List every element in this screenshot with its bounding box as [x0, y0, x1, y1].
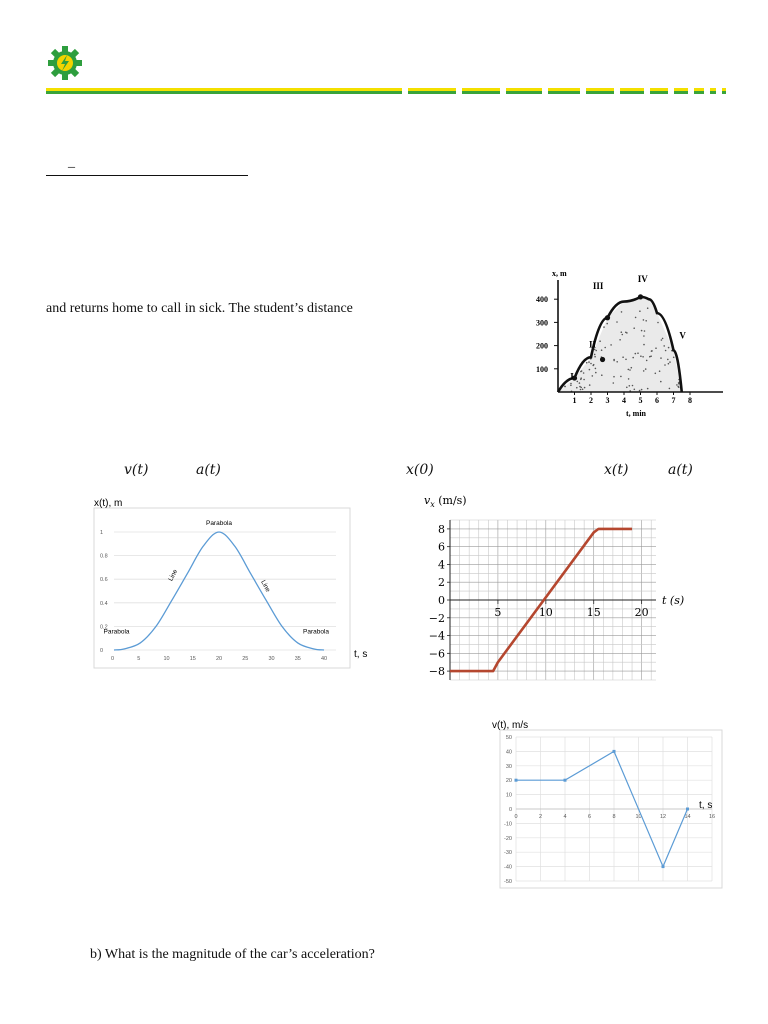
data-point	[662, 865, 665, 868]
shading-speck	[645, 368, 647, 370]
shading-speck	[601, 349, 603, 351]
y-axis-label: x(t), m	[94, 498, 123, 509]
x-tick-label: 5	[494, 606, 502, 619]
y-tick-label: 0	[100, 648, 104, 654]
prompt-xt: x(t)	[604, 462, 629, 478]
segment-label: I	[570, 371, 574, 382]
curve-annotation: Line	[167, 568, 180, 583]
x-tick-label: 10	[163, 656, 170, 662]
x-tick-label: 0	[111, 656, 115, 662]
prompt-vt: v(t)	[124, 462, 149, 478]
x-tick-label: 5	[137, 656, 141, 662]
y-tick-label: −8	[428, 665, 445, 679]
shading-speck	[599, 340, 601, 342]
logo	[46, 44, 84, 82]
shading-speck	[633, 327, 635, 329]
y-axis-label: $v_x$ (m/s)	[424, 494, 467, 509]
data-point	[564, 779, 567, 782]
shading-speck	[640, 355, 642, 357]
shading-speck	[637, 352, 639, 354]
x-tick-label: 16	[708, 814, 716, 820]
shading-speck	[632, 357, 634, 359]
y-tick-label: -20	[504, 835, 512, 842]
shading-speck	[642, 356, 644, 358]
shading-speck	[628, 369, 630, 371]
shading-speck	[643, 344, 645, 346]
gear-lightning-icon	[46, 44, 84, 82]
y-tick-label: 200	[536, 341, 548, 351]
shading-speck	[635, 317, 637, 319]
y-tick-label: 40	[505, 749, 512, 756]
shading-speck	[665, 350, 667, 352]
data-point	[515, 779, 518, 782]
heading-underline	[46, 175, 248, 176]
y-tick-label: 100	[536, 364, 548, 374]
y-tick-label: 0.8	[100, 553, 108, 560]
x-tick-label: 1	[572, 396, 577, 405]
x-tick-label: 8	[688, 396, 692, 405]
shading-speck	[655, 373, 657, 375]
shading-speck	[590, 363, 592, 365]
x-tick-label: 4	[622, 396, 626, 405]
x-tick-label: 35	[294, 656, 301, 662]
shading-speck	[676, 384, 678, 386]
shading-speck	[663, 345, 665, 347]
shading-speck	[570, 385, 572, 387]
shading-speck	[660, 357, 662, 359]
shading-speck	[660, 381, 662, 383]
shading-speck	[625, 359, 627, 361]
shading-speck	[586, 362, 588, 364]
shading-speck	[604, 347, 606, 349]
shading-speck	[659, 370, 661, 372]
shading-speck	[667, 359, 669, 361]
shading-speck	[622, 356, 624, 358]
shading-speck	[639, 390, 641, 392]
shading-speck	[619, 339, 621, 341]
x-tick-label: 20	[216, 656, 223, 662]
segment-label: IV	[637, 273, 648, 284]
y-tick-label: 300	[536, 318, 548, 328]
shading-speck	[662, 338, 664, 340]
shading-speck	[634, 389, 636, 391]
question-b: b) What is the magnitude of the car’s acceleration?	[90, 947, 375, 962]
y-tick-label: 1	[100, 530, 104, 536]
shading-speck	[589, 384, 591, 386]
y-axis-label: x, m	[552, 269, 567, 278]
shading-speck	[577, 381, 579, 383]
shading-speck	[645, 320, 647, 322]
velocity-time-chart	[488, 716, 726, 890]
shading-speck	[579, 382, 581, 384]
curve-annotation: Line	[259, 579, 272, 594]
shading-speck	[647, 388, 649, 390]
shading-speck	[646, 360, 648, 362]
y-tick-label: 10	[505, 792, 512, 799]
y-tick-label: 0.6	[100, 577, 108, 584]
y-tick-label: 20	[505, 778, 512, 785]
y-tick-label: 400	[536, 295, 548, 305]
y-tick-label: 0.2	[100, 624, 108, 631]
shading-speck	[595, 368, 597, 370]
segment-point	[605, 315, 610, 320]
x-tick-label: 14	[684, 814, 691, 820]
shading-speck	[622, 334, 624, 336]
x-tick-label: 4	[563, 814, 567, 820]
shading-speck	[639, 310, 641, 312]
y-tick-label: 0	[438, 594, 445, 607]
x-axis-label: t, min	[626, 409, 646, 418]
data-point	[613, 750, 616, 753]
velocity-time-grid-chart	[412, 490, 692, 690]
shading-speck	[626, 387, 628, 389]
shading-speck	[603, 326, 605, 328]
shading-speck	[616, 361, 618, 363]
x-tick-label: 0	[514, 814, 518, 820]
x-tick-label: 6	[587, 814, 592, 820]
x-tick-label: 10	[635, 814, 642, 820]
shading-speck	[641, 389, 643, 391]
y-tick-label: 4	[438, 558, 445, 572]
x-tick-label: 15	[586, 606, 601, 619]
y-tick-label: 30	[505, 763, 512, 770]
y-tick-label: -40	[504, 864, 512, 871]
y-tick-label: −4	[428, 629, 445, 643]
shading-speck	[626, 332, 628, 334]
x-tick-label: 25	[242, 656, 249, 662]
shading-speck	[668, 347, 670, 349]
y-tick-label: 0	[508, 807, 512, 813]
shading-speck	[589, 369, 591, 371]
shading-speck	[613, 376, 615, 378]
prompt-at: a(t)	[196, 462, 221, 478]
shading-speck	[628, 378, 630, 380]
shading-speck	[644, 330, 646, 332]
shading-speck	[632, 385, 634, 387]
problem-text: and returns home to call in sick. The student’s distance	[46, 301, 353, 316]
y-tick-label: 0.4	[100, 600, 108, 607]
x-tick-label: 2	[589, 396, 593, 405]
y-tick-label: 8	[438, 522, 445, 536]
shading-speck	[584, 387, 586, 389]
shading-speck	[582, 389, 584, 391]
shading-speck	[583, 379, 585, 381]
shading-speck	[592, 375, 594, 377]
segment-label: III	[592, 281, 604, 292]
shading-speck	[592, 365, 594, 367]
shading-speck	[650, 355, 652, 357]
shading-speck	[606, 323, 608, 325]
shading-speck	[613, 382, 615, 384]
shading-speck	[588, 361, 590, 363]
x-tick-label: 30	[268, 656, 275, 662]
shading-speck	[631, 367, 633, 369]
segment-point	[600, 357, 605, 362]
x-tick-label: 7	[671, 396, 676, 405]
distance-time-chart	[528, 262, 728, 422]
shading-speck	[629, 385, 631, 387]
shading-speck	[661, 339, 663, 341]
position-time-chart	[88, 494, 388, 674]
shading-speck	[678, 383, 680, 385]
y-tick-label: 6	[438, 540, 445, 554]
shading-speck	[564, 386, 566, 388]
x-tick-label: 12	[659, 814, 667, 820]
shading-speck	[643, 319, 645, 321]
shading-speck	[583, 372, 585, 374]
segment-label: II	[589, 339, 597, 350]
shading-speck	[655, 347, 657, 349]
shading-speck	[669, 388, 671, 390]
y-tick-label: −2	[428, 611, 445, 625]
shading-speck	[673, 357, 675, 359]
segment-label: V	[679, 330, 686, 341]
shading-speck	[641, 330, 643, 332]
prompt-at-2: a(t)	[668, 462, 693, 478]
curve-annotation: Parabola	[103, 628, 130, 636]
shading-speck	[651, 350, 653, 352]
x-tick-label: 6	[655, 396, 659, 405]
shading-speck	[643, 335, 645, 337]
shading-speck	[635, 353, 637, 355]
y-tick-label: 50	[505, 735, 512, 741]
y-axis-label: v(t), m/s	[492, 720, 529, 731]
shading-speck	[601, 374, 603, 376]
shading-speck	[576, 387, 578, 389]
shading-speck	[580, 379, 582, 381]
shading-speck	[595, 350, 597, 352]
shading-speck	[610, 344, 612, 346]
data-point	[686, 808, 689, 811]
segment-point	[638, 294, 643, 299]
x-axis-label: t, s	[354, 649, 368, 660]
shading-speck	[629, 369, 631, 371]
shading-speck	[669, 361, 671, 363]
x-tick-label: 20	[634, 606, 649, 619]
shading-speck	[621, 331, 623, 333]
y-tick-label: −6	[428, 647, 445, 661]
shading-speck	[570, 383, 572, 385]
shading-speck	[643, 370, 645, 372]
shading-speck	[647, 307, 649, 309]
shading-speck	[664, 364, 666, 366]
shading-speck	[594, 356, 596, 358]
shading-speck	[678, 386, 680, 388]
shading-speck	[580, 389, 582, 391]
y-tick-label: -10	[504, 821, 512, 828]
shading-speck	[580, 387, 582, 389]
y-tick-label: 2	[438, 576, 445, 590]
x-tick-label: 40	[321, 656, 328, 662]
underline-mark: _	[68, 155, 75, 170]
shading-speck	[595, 372, 597, 374]
x-tick-label: 10	[538, 606, 553, 619]
x-tick-label: 3	[605, 396, 610, 405]
shading-speck	[620, 376, 622, 378]
x-tick-label: 5	[638, 396, 643, 405]
x-axis-label: t, s	[699, 800, 713, 811]
curve-annotation: Parabola	[205, 519, 233, 527]
curve-annotation: Parabola	[303, 628, 330, 636]
shading-speck	[581, 370, 583, 372]
shading-speck	[594, 354, 596, 356]
x-tick-label: 8	[612, 814, 616, 820]
shading-speck	[613, 359, 615, 361]
shading-speck	[621, 311, 623, 313]
shading-speck	[668, 363, 670, 365]
y-tick-label: -50	[504, 879, 512, 885]
x-axis-label: t (s)	[662, 594, 685, 607]
shading-speck	[657, 322, 659, 324]
shading-speck	[616, 321, 618, 323]
prompt-x0: x(0)	[406, 462, 434, 478]
x-tick-label: 15	[189, 656, 196, 662]
y-tick-label: -30	[504, 850, 512, 857]
x-tick-label: 2	[538, 814, 543, 820]
